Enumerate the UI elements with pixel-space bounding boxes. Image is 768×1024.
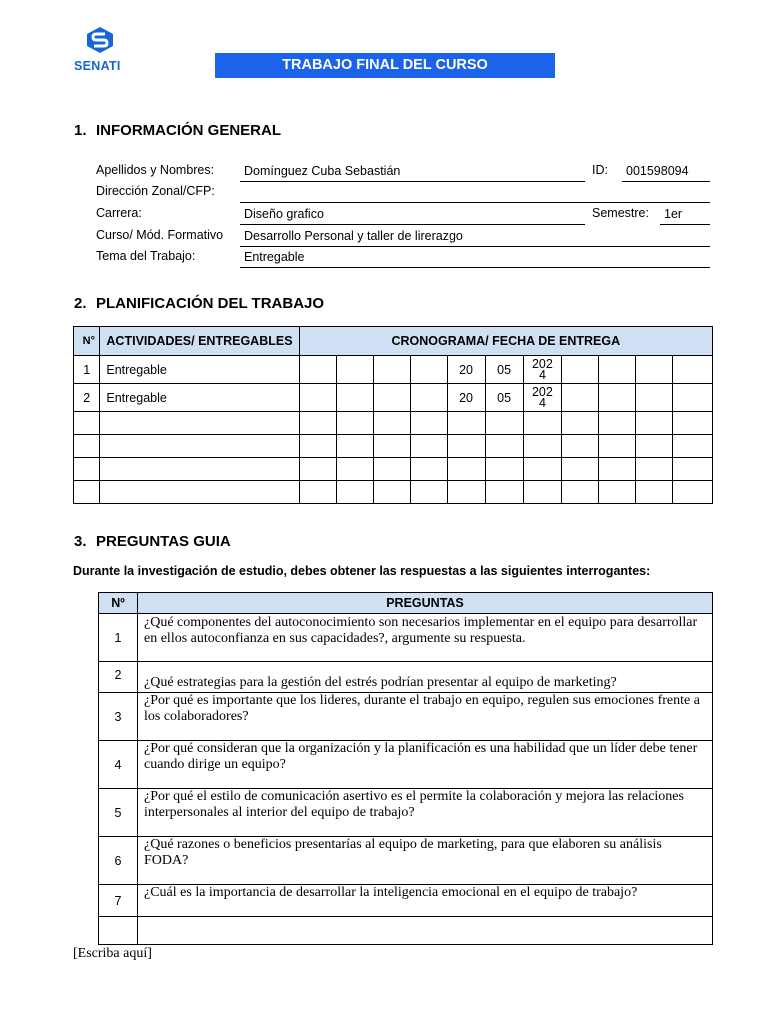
table-row-empty	[74, 412, 713, 435]
question-text[interactable]: ¿Cuál es la importancia de desarrollar la inteligencia emocional en el equipo de trabajo?	[138, 885, 713, 917]
questions-table	[98, 592, 713, 945]
question-row	[99, 885, 713, 917]
topic-label: Tema del Trabajo:	[96, 249, 196, 263]
row-day[interactable]: 20	[447, 356, 485, 384]
row-no: 1	[74, 356, 100, 384]
question-row	[99, 789, 713, 837]
course-label: Curso/ Mód. Formativo	[96, 228, 224, 242]
id-field[interactable]: 001598094	[622, 162, 710, 182]
senati-logo	[70, 26, 130, 76]
row-year[interactable]: 202 4	[523, 384, 562, 412]
names-field[interactable]: Domínguez Cuba Sebastián	[240, 162, 585, 182]
zonal-field[interactable]	[240, 183, 710, 203]
table-row-empty	[74, 458, 713, 481]
question-row	[99, 614, 713, 662]
question-no: 5	[99, 789, 138, 837]
senati-logo-icon	[85, 26, 115, 54]
question-text[interactable]: ¿Por qué consideran que la organización y la planificación es una habilidad que un líder debe tener cuando dirige un equipo?	[138, 741, 713, 789]
career-label: Carrera:	[96, 206, 142, 220]
question-row	[99, 662, 713, 693]
question-no: 3	[99, 693, 138, 741]
question-text[interactable]: ¿Por qué es importante que los lideres, durante el trabajo en equipo, regulen sus emociones frente a los colaboradores?	[138, 693, 713, 741]
question-row	[99, 693, 713, 741]
question-text[interactable]: ¿Qué estrategias para la gestión del estrés podrían presentar al equipo de marketing?	[138, 662, 713, 693]
table-row	[74, 384, 713, 412]
col-activities-header: ACTIVIDADES/ ENTREGABLES	[100, 327, 299, 356]
questions-intro: Durante la investigación de estudio, debes obtener las respuestas a las siguientes interrogantes:	[73, 564, 651, 578]
col-no-header: Nº	[99, 593, 138, 614]
section-2-heading: 2. PLANIFICACIÓN DEL TRABAJO	[74, 295, 325, 312]
col-questions-header: PREGUNTAS	[138, 593, 713, 614]
row-activity[interactable]: Entregable	[100, 384, 299, 412]
col-no-header: N°	[74, 327, 100, 356]
document-title: TRABAJO FINAL DEL CURSO	[215, 53, 555, 78]
write-here-placeholder[interactable]: [Escriba aquí]	[73, 946, 152, 961]
table-row	[74, 356, 713, 384]
semester-field[interactable]: 1er	[660, 205, 710, 225]
question-no: 7	[99, 885, 138, 917]
logo-text: SENATI	[74, 59, 121, 73]
question-no: 2	[99, 662, 138, 693]
topic-field[interactable]: Entregable	[240, 248, 710, 268]
row-month[interactable]: 05	[485, 356, 523, 384]
question-row-empty	[99, 917, 713, 945]
question-row	[99, 741, 713, 789]
table-row-empty	[74, 435, 713, 458]
table-row-empty	[74, 481, 713, 504]
names-label: Apellidos y Nombres:	[96, 163, 215, 177]
section-1-heading: 1. INFORMACIÓN GENERAL	[74, 122, 281, 139]
col-schedule-header: CRONOGRAMA/ FECHA DE ENTREGA	[299, 327, 712, 356]
row-year[interactable]: 202 4	[523, 356, 562, 384]
question-text[interactable]: ¿Qué razones o beneficios presentarías al equipo de marketing, para que elaboren su análisis FODA?	[138, 837, 713, 885]
semester-label: Semestre:	[592, 206, 649, 220]
row-month[interactable]: 05	[485, 384, 523, 412]
row-no: 2	[74, 384, 100, 412]
question-no: 4	[99, 741, 138, 789]
zonal-label: Dirección Zonal/CFP:	[96, 184, 215, 198]
course-field[interactable]: Desarrollo Personal y taller de lirerazgo	[240, 227, 710, 247]
career-field[interactable]: Diseño grafico	[240, 205, 585, 225]
question-text[interactable]: ¿Qué componentes del autoconocimiento son necesarios implementar en el equipo para desarrollar en ellos autoconfianza en sus capacidades?, argumente su respuesta.	[138, 614, 713, 662]
section-3-heading: 3. PREGUNTAS GUIA	[74, 533, 231, 550]
planning-table	[73, 326, 713, 504]
row-day[interactable]: 20	[447, 384, 485, 412]
id-label: ID:	[592, 163, 608, 177]
row-activity[interactable]: Entregable	[100, 356, 299, 384]
question-no: 6	[99, 837, 138, 885]
question-no: 1	[99, 614, 138, 662]
question-text[interactable]: ¿Por qué el estilo de comunicación asertivo es el permite la colaboración y mejora las relaciones interpersonales al interior del equipo de trabajo?	[138, 789, 713, 837]
question-row	[99, 837, 713, 885]
